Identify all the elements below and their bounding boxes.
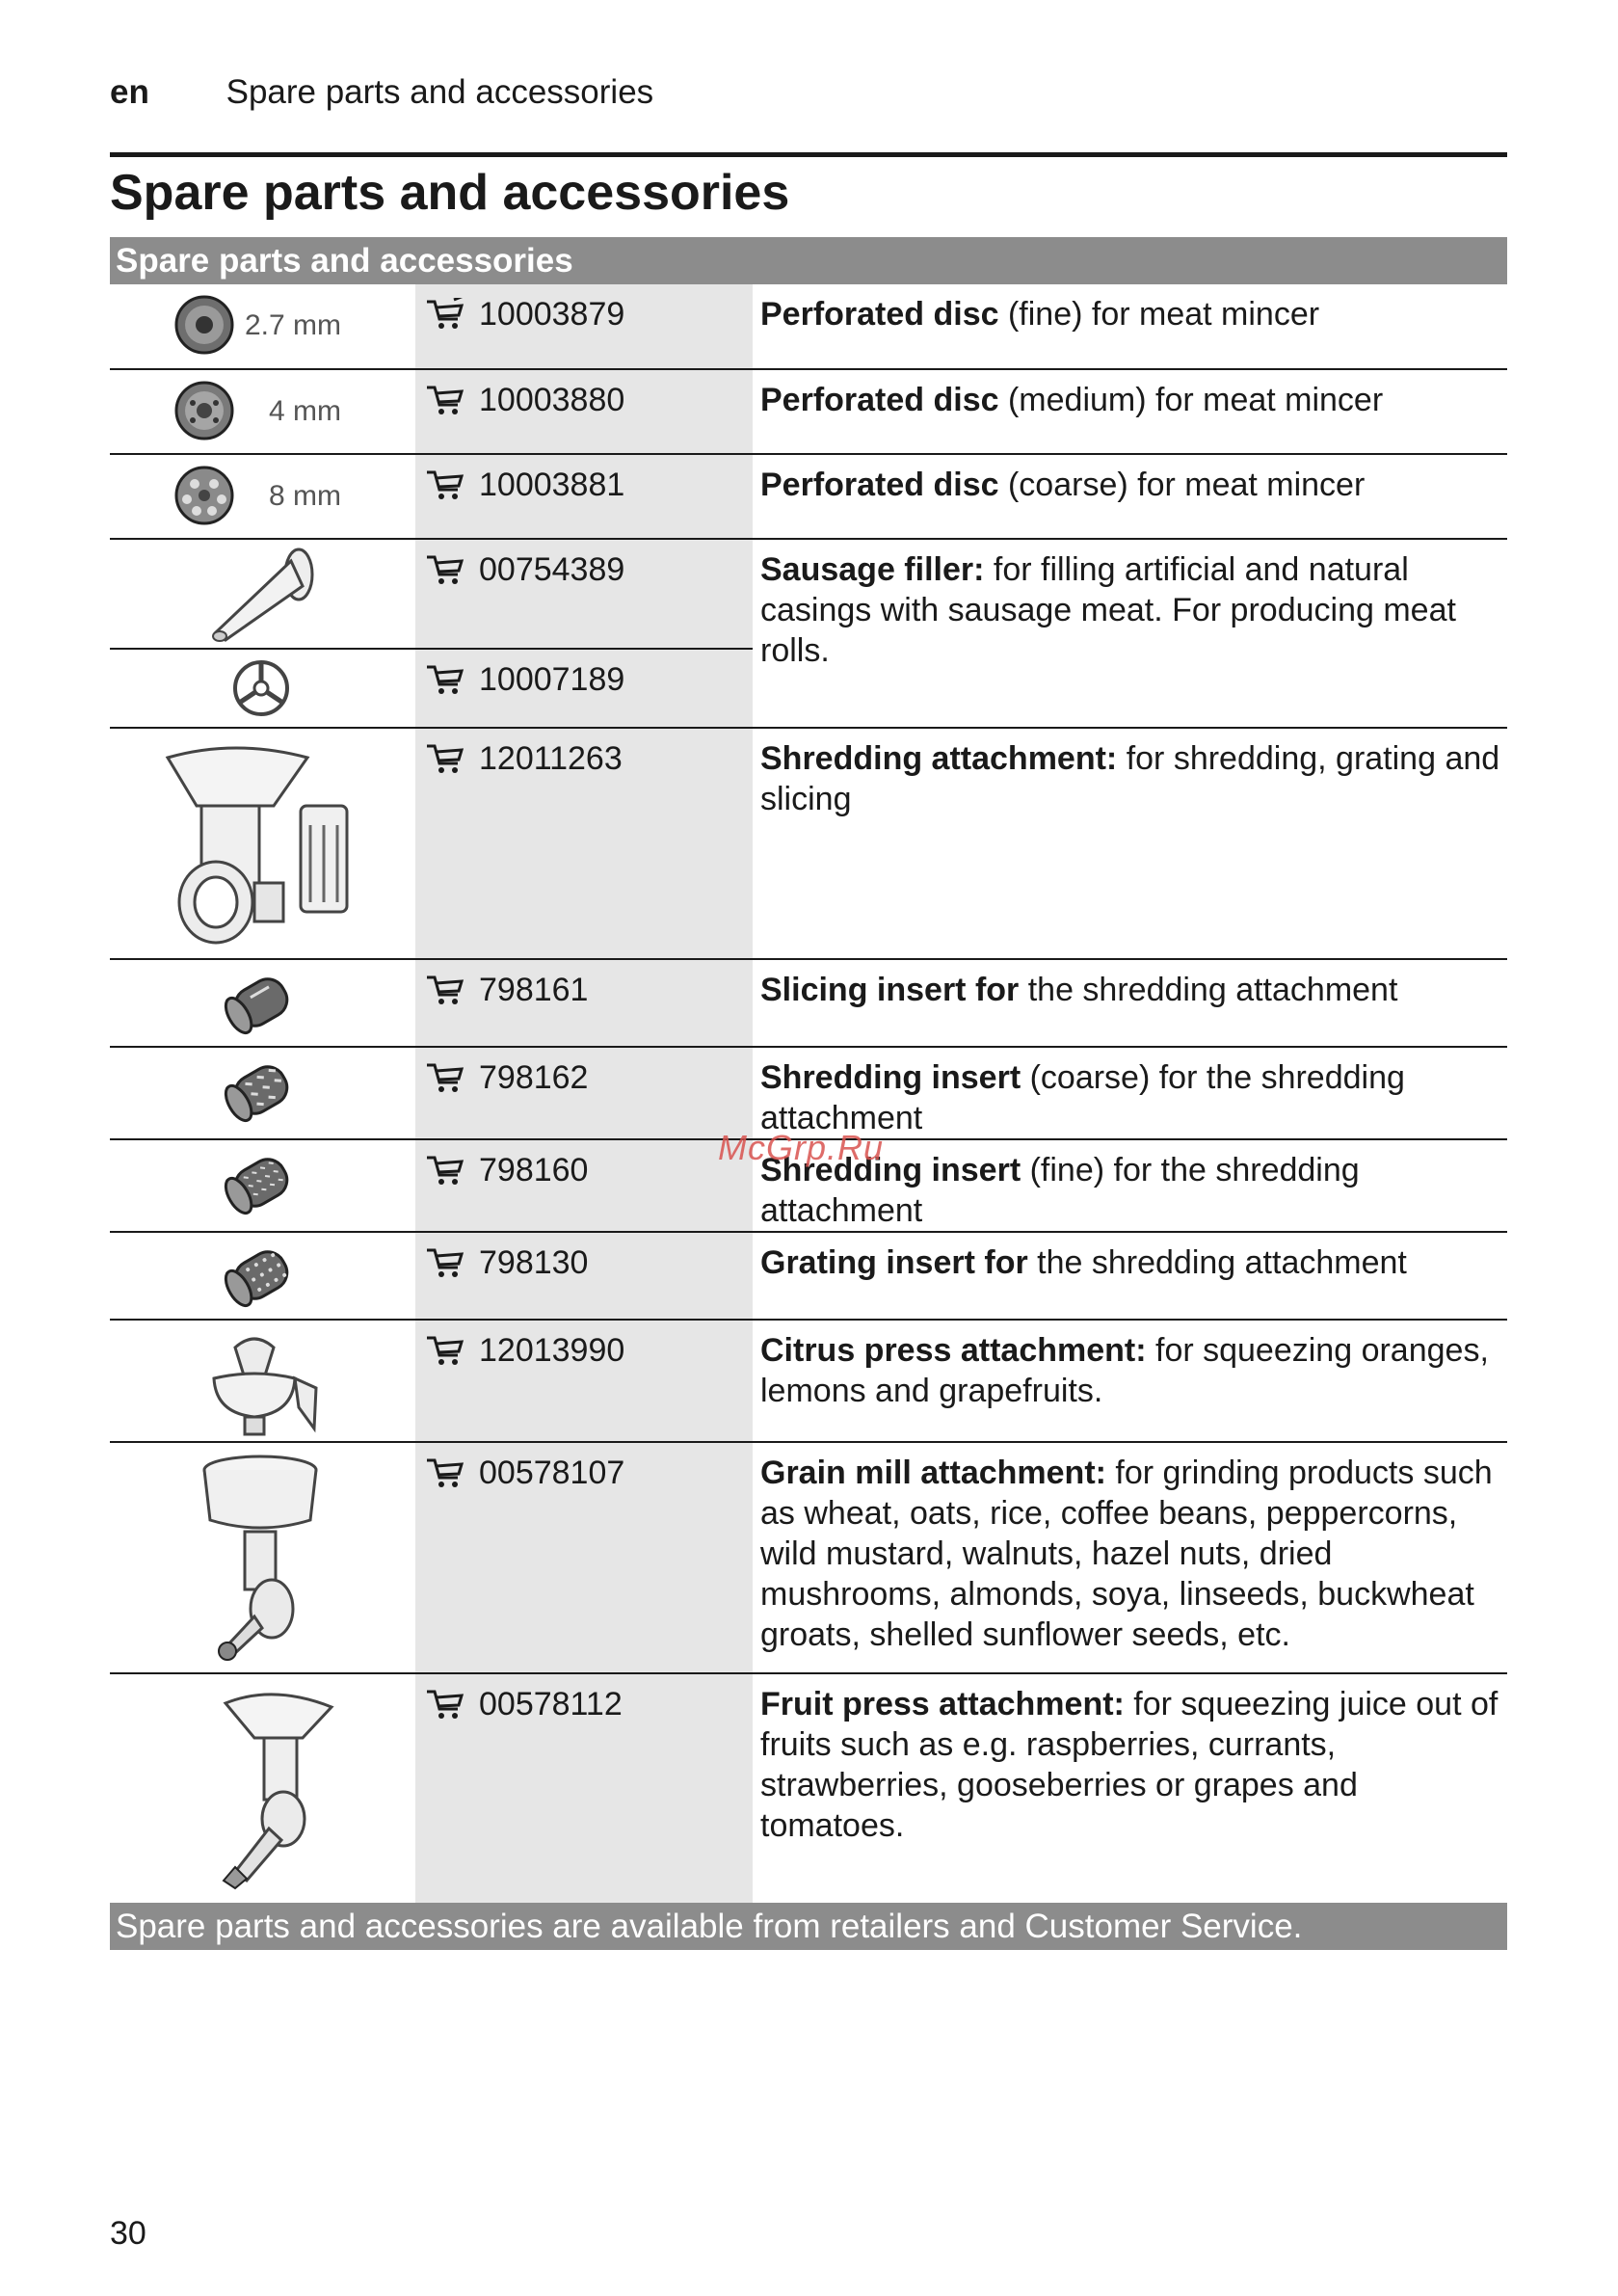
part-number-cell bbox=[415, 1139, 753, 1232]
part-number: 00754389 bbox=[479, 551, 625, 588]
perforated-disc-coarse-icon bbox=[110, 455, 415, 538]
part-image-cell bbox=[110, 1047, 415, 1139]
slicing-insert-icon bbox=[110, 960, 415, 1046]
parts-list bbox=[110, 284, 1507, 1903]
part-detail: for grinding products such as wheat, oats, rice, coffee beans, peppercorns, wild mustard, walnuts, hazel nuts, dried mushrooms, almonds, soya, linseeds, buckwheat groats, shelled sunflower seeds, etc. bbox=[760, 1455, 1493, 1653]
part-description bbox=[753, 728, 1507, 959]
running-header-section: Spare parts and accessories bbox=[225, 73, 654, 111]
part-description bbox=[753, 1442, 1507, 1673]
watermark: McGrp.Ru bbox=[718, 1128, 885, 1167]
part-number-cell bbox=[415, 369, 753, 454]
grain-mill-icon bbox=[110, 1443, 415, 1672]
part-detail: for shredding, grating and slicing bbox=[760, 740, 1500, 817]
shopping-cart-icon bbox=[425, 974, 465, 1006]
part-number: 798162 bbox=[479, 1059, 589, 1096]
part-image-cell bbox=[110, 649, 415, 728]
table-row bbox=[110, 1673, 1507, 1903]
part-detail: for filling artificial and natural casings with sausage meat. For producing meat rolls. bbox=[760, 551, 1456, 669]
part-name: Slicing insert for bbox=[760, 972, 1020, 1008]
part-number: 10007189 bbox=[479, 661, 625, 698]
table-row bbox=[110, 1320, 1507, 1442]
part-number-cell bbox=[415, 1442, 753, 1673]
part-name: Perforated disc bbox=[760, 467, 999, 503]
part-description bbox=[753, 1232, 1507, 1320]
part-image-cell bbox=[110, 1673, 415, 1903]
table-row bbox=[110, 539, 1507, 649]
shopping-cart-icon bbox=[425, 1456, 465, 1489]
part-number: 10003881 bbox=[479, 467, 625, 503]
part-number: 798130 bbox=[479, 1244, 589, 1281]
part-name: Sausage filler: bbox=[760, 551, 985, 588]
star-ring-icon bbox=[110, 650, 415, 727]
shopping-cart-icon bbox=[425, 1334, 465, 1367]
shopping-cart-icon bbox=[425, 1061, 465, 1094]
shredding-insert-fine-icon bbox=[110, 1140, 415, 1226]
shredding-attachment-icon bbox=[110, 729, 415, 958]
part-number-cell bbox=[415, 539, 753, 649]
part-detail: (medium) for meat mincer bbox=[998, 382, 1384, 418]
shopping-cart-icon bbox=[425, 553, 465, 586]
part-number-cell bbox=[415, 959, 753, 1047]
part-number: 12011263 bbox=[479, 740, 623, 777]
sausage-filler-icon bbox=[110, 540, 415, 648]
part-name: Shredding insert bbox=[760, 1059, 1021, 1096]
part-name: Grain mill attachment: bbox=[760, 1455, 1106, 1491]
shopping-cart-icon bbox=[425, 1246, 465, 1279]
part-name: Perforated disc bbox=[760, 296, 999, 333]
part-description bbox=[753, 1047, 1507, 1139]
part-detail: (fine) for meat mincer bbox=[998, 296, 1320, 333]
table-row bbox=[110, 369, 1507, 454]
part-image-cell bbox=[110, 539, 415, 649]
perforated-disc-medium-icon bbox=[110, 370, 415, 453]
part-detail: (fine) for the shredding attachment bbox=[760, 1152, 1360, 1229]
disc-size-label: 4 mm bbox=[269, 395, 341, 427]
shopping-cart-icon bbox=[425, 663, 465, 696]
shopping-cart-icon bbox=[425, 468, 465, 501]
parts-table bbox=[110, 237, 1507, 1950]
part-number-cell bbox=[415, 454, 753, 539]
part-image-cell bbox=[110, 959, 415, 1047]
part-detail: for squeezing juice out of fruits such as e.g. raspberries, currants, strawberries, gooseberries or grapes and tomatoes. bbox=[760, 1686, 1499, 1844]
part-number: 10003880 bbox=[479, 382, 625, 418]
part-description bbox=[753, 959, 1507, 1047]
page-number: 30 bbox=[110, 2215, 146, 2252]
table-row bbox=[110, 1047, 1507, 1139]
part-number-cell bbox=[415, 649, 753, 728]
part-detail: the shredding attachment bbox=[1019, 972, 1398, 1008]
part-name: Citrus press attachment: bbox=[760, 1332, 1147, 1369]
part-number: 798160 bbox=[479, 1152, 589, 1188]
part-image-cell bbox=[110, 454, 415, 539]
part-description bbox=[753, 369, 1507, 454]
part-image-cell bbox=[110, 284, 415, 369]
part-number-cell bbox=[415, 1047, 753, 1139]
part-image-cell bbox=[110, 728, 415, 959]
part-detail: for squeezing oranges, lemons and grapefruits. bbox=[760, 1332, 1489, 1409]
part-detail: the shredding attachment bbox=[1027, 1244, 1407, 1281]
part-name: Fruit press attachment: bbox=[760, 1686, 1125, 1722]
part-image-cell bbox=[110, 1442, 415, 1673]
running-header bbox=[110, 73, 653, 112]
shopping-cart-icon bbox=[425, 742, 465, 775]
page-title: Spare parts and accessories bbox=[110, 165, 790, 221]
part-name: Grating insert for bbox=[760, 1244, 1028, 1281]
table-row bbox=[110, 959, 1507, 1047]
shopping-cart-icon bbox=[425, 298, 465, 331]
shopping-cart-icon bbox=[425, 1688, 465, 1721]
part-number: 798161 bbox=[479, 972, 589, 1008]
part-image-cell bbox=[110, 1139, 415, 1232]
table-row bbox=[110, 1442, 1507, 1673]
fruit-press-icon bbox=[110, 1674, 415, 1902]
header-rule bbox=[110, 152, 1507, 157]
part-description bbox=[753, 454, 1507, 539]
part-image-cell bbox=[110, 1232, 415, 1320]
grating-insert-icon bbox=[110, 1233, 415, 1319]
table-row bbox=[110, 1232, 1507, 1320]
part-number: 00578112 bbox=[479, 1686, 623, 1722]
part-name: Shredding attachment: bbox=[760, 740, 1118, 777]
part-name: Shredding insert bbox=[760, 1152, 1021, 1188]
part-number-cell bbox=[415, 1320, 753, 1442]
shopping-cart-icon bbox=[425, 384, 465, 416]
part-number-cell bbox=[415, 284, 753, 369]
part-detail: (coarse) for the shredding attachment bbox=[760, 1059, 1405, 1136]
citrus-press-icon bbox=[110, 1321, 415, 1441]
part-image-cell bbox=[110, 1320, 415, 1442]
part-detail: (coarse) for meat mincer bbox=[998, 467, 1366, 503]
language-code: en bbox=[110, 73, 149, 111]
part-number: 12013990 bbox=[479, 1332, 625, 1369]
part-number-cell bbox=[415, 728, 753, 959]
table-row bbox=[110, 454, 1507, 539]
table-heading: Spare parts and accessories bbox=[110, 237, 1507, 284]
table-row bbox=[110, 728, 1507, 959]
part-description bbox=[753, 1320, 1507, 1442]
availability-note: Spare parts and accessories are available from retailers and Customer Service. bbox=[110, 1903, 1507, 1950]
part-number: 10003879 bbox=[479, 296, 625, 333]
disc-size-label: 8 mm bbox=[269, 480, 341, 512]
part-description bbox=[753, 1673, 1507, 1903]
shopping-cart-icon bbox=[425, 1154, 465, 1187]
disc-size-label: 2.7 mm bbox=[245, 309, 342, 341]
part-number: 00578107 bbox=[479, 1455, 625, 1491]
part-name: Perforated disc bbox=[760, 382, 999, 418]
table-row bbox=[110, 284, 1507, 369]
part-number-cell bbox=[415, 1232, 753, 1320]
part-description bbox=[753, 539, 1507, 728]
part-image-cell bbox=[110, 369, 415, 454]
part-number-cell bbox=[415, 1673, 753, 1903]
shredding-insert-coarse-icon bbox=[110, 1048, 415, 1134]
part-description bbox=[753, 284, 1507, 369]
